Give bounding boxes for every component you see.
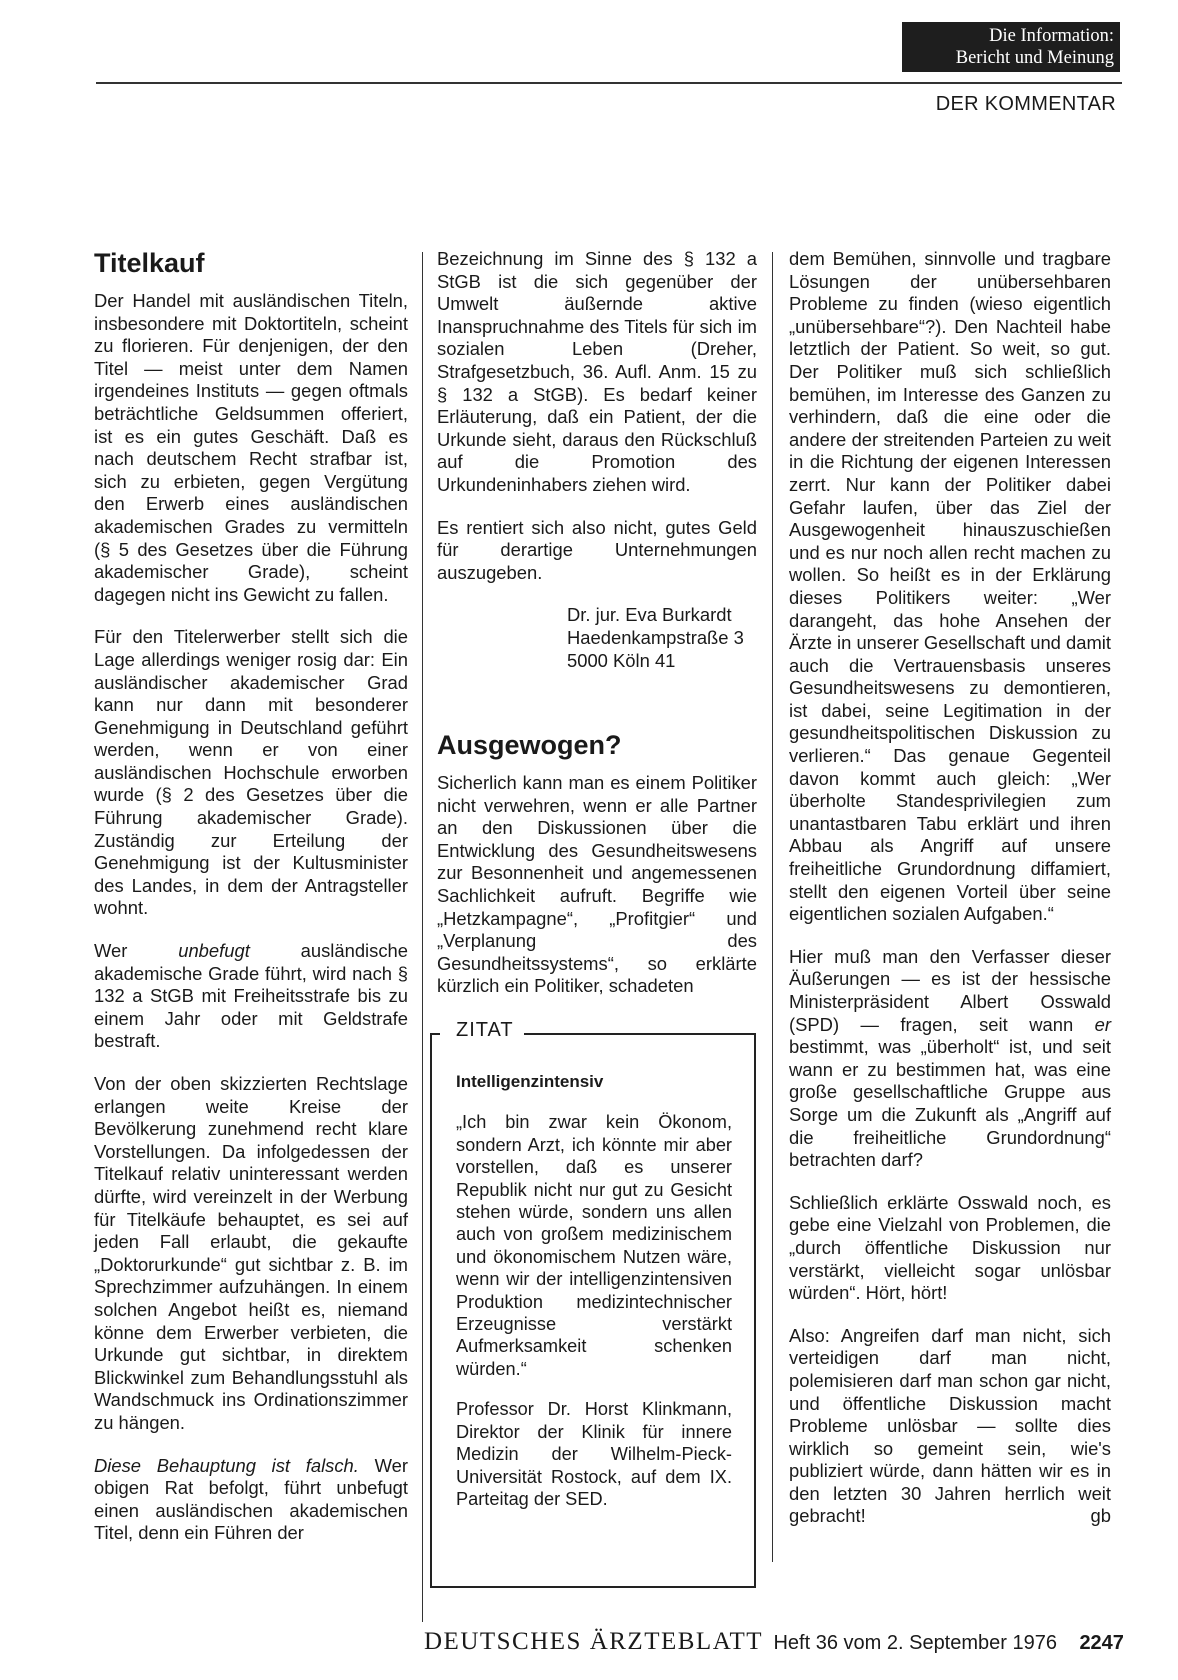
section-label (902, 22, 1120, 72)
author-name: Dr. jur. Eva Burkardt (567, 604, 732, 626)
header-rule (96, 82, 1122, 84)
text-run: bestimmt, was „überholt“ ist, und seit wann er zu bestimmen hat, was eine große gesellschaftliche Gruppe aus Sorge um die Zukunft als „Angriff auf die freiheitliche Grundordnung“ betrachten darf? (789, 1036, 1111, 1171)
paragraph (94, 940, 408, 1053)
paragraph: dem Bemühen, sinnvolle und tragbare Lösungen der unübersehbaren Probleme zu finden (wieso eigentlich „unübersehbare“?). Den Nachteil habe letztlich der Patient. So weit, so gut. Der Politiker muß sich schließlich bemühen, im Interesse des Ganzen zu verhindern, daß die eine oder die andere der streitenden Parteien zu weit in die Richtung der eigenen Interessen zerrt. Nur kann der Politiker dabei Gefahr laufen, über das Ziel der Ausgewogenheit hinauszuschießen und es nur noch allen recht machen zu wollen. So heißt es in der Erklärung dieses Politikers weiter: „Wer darangeht, das hohe Ansehen der Ärzte in unserer Gesellschaft und damit auch die Vertrauensbasis unseres Gesundheitswesens zu demontieren, ist dabei, seine Legitimation in der gesundheitspolitischen Diskussion zu verlieren.“ Das genaue Gegenteil davon kommt auch gleich: „Wer überholte Standesprivilegien zum unantastbaren Tabu erklärt und ihren Abbau als Angriff auf unsere freiheitliche Grundordnung diffamiert, stellt den eigenen Vorteil über seine eigentlichen sozialen Aufgaben.“ (789, 248, 1111, 925)
paragraph (94, 1455, 408, 1545)
column-1 (94, 248, 408, 1565)
page-footer (424, 1628, 1124, 1656)
paragraph: Von der oben skizzierten Rechtslage erlangen weite Kreise der Bevölkerung zunehmend recht klare Vorstellungen. Da infolgedessen der Titelkauf relativ uninteressant werden dürfte, wird vereinzelt in der Werbung für Titelkäufe behauptet, es sei auf jeden Fall erlaubt, die gekaufte „Doktorurkunde“ gut sichtbar z. B. im Sprechzimmer aufzuhängen. In einem solchen Angebot heißt es, niemand könne dem Erwerber verbieten, die Urkunde gut sichtbar, in direktem Blickwinkel zum Behandlungsstuhl als Wandschmuck ins Ordinationszimmer zu hängen. (94, 1073, 408, 1433)
quote-box-rule (430, 1033, 440, 1035)
paragraph (789, 1325, 1111, 1528)
column-3 (789, 248, 1111, 1528)
quote-box-rule (524, 1033, 756, 1035)
text-run: Hier muß man den Verfasser dieser Äußerungen — es ist der hessische Ministerpräsident Albert Osswald (SPD) — fragen, seit wann (789, 945, 1111, 1035)
paragraph (789, 946, 1111, 1172)
column-2 (437, 248, 757, 1018)
quote-text: „Ich bin zwar kein Ökonom, sondern Arzt, ich könnte mir aber vorstellen, daß es unserer Republik nicht nur gut zu Gesicht stehen würde, sondern uns allen auch von großem medizinischem und ökonomischem Nutzen wäre, wenn wir der intelligenzintensiven Produktion medizintechnischer Erzeugnisse verstärkt Aufmerksamkeit schenken würden.“ (456, 1112, 732, 1379)
paragraph: Sicherlich kann man es einem Politiker nicht verwehren, wenn er alle Partner an den Diskussionen über die Entwicklung des Gesundheitswesens zur Besonnenheit und angemessenen Sachlichkeit aufruft. Begriffe wie „Hetzkampagne“, „Profitgier“ und „Verplanung des Gesundheitssystems“, so erklärte kürzlich ein Politiker, schadeten (437, 772, 757, 997)
paragraph: Für den Titelerwerber stellt sich die Lage allerdings weniger rosig dar: Ein ausländischer akademischer Grad kann nur dann mit besonderer Genehmigung in Deutschland geführt werden, wenn er von einer ausländischen Hochschule erworben wurde (§ 2 des Gesetzes über die Führung akademischer Grade). Zuständig zur Erteilung der Genehmigung ist der Kultusminister des Landes, in dem der Antragsteller wohnt. (94, 626, 408, 919)
rubric-title: DER KOMMENTAR (935, 93, 1116, 115)
text-run: Wer obigen Rat befolgt, führt unbefugt einen ausländischen akademischen Titel, denn ein Führen der (94, 1454, 408, 1544)
quote-content (456, 1071, 732, 1528)
article-title-titelkauf: Titelkauf (94, 248, 205, 278)
author-street: Haedenkampstraße 3 (567, 626, 744, 648)
column-divider (772, 252, 773, 1562)
quote-source: Professor Dr. Horst Klinkmann, Direktor der Klinik für innere Medizin der Wilhelm-Pieck-Universität Rostock, auf dem IX. Parteitag der SED. (456, 1399, 732, 1509)
column-divider (422, 252, 423, 1622)
text-run: ausländische akademische Grade führt, wird nach § 132 a StGB mit Freiheitsstrafe bis zu einem Jahr oder mit Geldstrafe bestraft. (94, 940, 408, 1052)
text-run: Wer (94, 940, 179, 962)
author-city: 5000 Köln 41 (567, 649, 676, 671)
paragraph: Es rentiert sich also nicht, gutes Geld für derartige Unternehmungen auszugeben. (437, 516, 757, 583)
emphasis: er (1094, 1013, 1111, 1035)
emphasis: unbefugt (178, 940, 250, 962)
quote-box (430, 1019, 756, 1588)
paragraph: Der Handel mit ausländischen Titeln, insbesondere mit Doktortiteln, scheint zu florieren. Für denjenigen, der den Titel — meist unter dem Namen irgendeines Instituts — gegen oftmals beträchtliche Geldsummen offeriert, ist es ein gutes Geschäft. Daß es nach deutschem Recht strafbar ist, sich zu erbieten, gegen Vergütung den Erwerb eines ausländischen akademischen Grades zu vermitteln (§ 5 des Gesetzes über die Führung akademischer Grade), scheint dagegen nicht ins Gewicht zu fallen. (94, 290, 408, 605)
emphasis: Diese Behauptung ist falsch. (94, 1454, 359, 1476)
quote-title: Intelligenzintensiv (456, 1072, 604, 1091)
author-initials: gb (1090, 1505, 1111, 1527)
magazine-name: DEUTSCHES ÄRZTEBLATT (424, 1628, 764, 1655)
author-signature (437, 604, 757, 672)
article-title-ausgewogen: Ausgewogen? (437, 730, 622, 761)
section-label-line1: Die Information: (989, 26, 1114, 46)
issue-info: Heft 36 vom 2. September 1976 (773, 1632, 1057, 1654)
section-label-line2: Bericht und Meinung (955, 48, 1114, 68)
quote-box-label: ZITAT (452, 1019, 518, 1042)
paragraph: Bezeichnung im Sinne des § 132 a StGB ist die sich gegenüber der Umwelt äußernde aktive Inanspruchnahme des Titels für sich im sozialen Leben (Dreher, Strafgesetzbuch, 36. Aufl. Anm. 15 zu § 132 a StGB). Es bedarf keiner Erläuterung, daß ein Patient, der die Urkunde sieht, daraus den Rückschluß auf die Promotion des Urkundeninhabers ziehen wird. (437, 248, 757, 495)
page-number: 2247 (1079, 1632, 1124, 1654)
text-run: Also: Angreifen darf man nicht, sich verteidigen darf man nicht, polemisieren darf man schon gar nicht, und öffentliche Diskussion macht Probleme unlösbar — sollte dies wirklich so gemeint sein, wie's publiziert würde, dann hätten wir es in den letzten 30 Jahren herrlich weit gebracht! (789, 1324, 1111, 1527)
paragraph: Schließlich erklärte Osswald noch, es gebe eine Vielzahl von Problemen, die „durch öffentliche Diskussion nur verstärkt, vielleicht sogar unlösbar würden“. Hört, hört! (789, 1191, 1111, 1304)
